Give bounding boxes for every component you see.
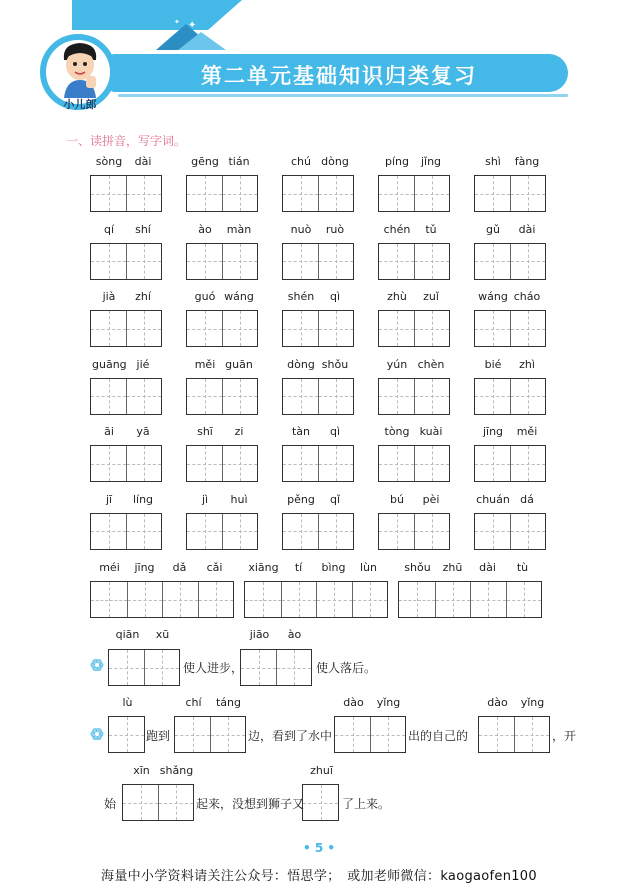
writing-cell[interactable] (303, 785, 338, 820)
pinyin-syllable: tàn (291, 425, 311, 438)
pinyin-syllable: màn (226, 222, 252, 236)
sentence-text: 了上来。 (342, 797, 391, 811)
pinyin-syllable: wáng (224, 290, 254, 303)
writing-cell[interactable] (352, 582, 388, 617)
pinyin-label (476, 358, 544, 371)
pinyin-syllable: qiān (115, 628, 140, 641)
flower-bullet-icon (90, 727, 104, 741)
pinyin-label (476, 493, 544, 506)
pinyin-syllable: pěng (287, 492, 315, 506)
pinyin-label (92, 425, 160, 438)
pinyin-label (284, 358, 352, 371)
writing-cell[interactable] (126, 446, 161, 481)
footer-note: 海量中小学资料请关注公众号：悟思学； 或加老师微信：kaogaofen100 (101, 869, 537, 884)
sentence-text: 跑到 (146, 729, 171, 743)
pinyin-syllable: dào (343, 696, 364, 709)
writing-cell[interactable] (283, 514, 318, 549)
pinyin-syllable: píng (385, 155, 409, 168)
pinyin-label (188, 493, 256, 506)
pinyin-syllable: bié (484, 357, 502, 371)
pinyin-label (284, 425, 352, 438)
writing-cell[interactable] (127, 582, 163, 617)
sentence2-writing-box-2[interactable] (174, 716, 246, 753)
writing-cell[interactable] (414, 514, 449, 549)
pinyin-label (380, 358, 448, 371)
pinyin-syllable: shǒu (404, 561, 431, 574)
pinyin-label (476, 425, 544, 438)
pinyin-label (92, 223, 160, 236)
svg-text:✦: ✦ (188, 20, 197, 31)
pinyin-syllable: xīn (133, 764, 150, 777)
flower-bullet-icon (90, 658, 104, 672)
writing-cell[interactable] (379, 379, 414, 414)
pinyin-syllable: tǔ (425, 222, 437, 236)
pinyin-syllable: guān (225, 357, 253, 371)
writing-cell[interactable] (414, 176, 449, 211)
pinyin-syllable: táng (215, 696, 241, 709)
page-number: • 5 • (302, 841, 336, 855)
four-char-writing-box[interactable] (90, 581, 234, 618)
sentence2-writing-box-3[interactable] (334, 716, 406, 753)
pinyin-label (188, 223, 256, 236)
pinyin-syllable: chén (383, 222, 411, 236)
pinyin-syllable: lùn (360, 561, 377, 574)
two-char-writing-box[interactable] (474, 175, 546, 212)
writing-cell[interactable] (91, 582, 127, 617)
pinyin-syllable: tòng (384, 425, 410, 438)
writing-cell[interactable] (162, 582, 198, 617)
writing-cell[interactable] (318, 311, 353, 346)
pinyin-syllable: gēng (191, 155, 219, 168)
writing-cell[interactable] (318, 176, 353, 211)
pinyin-syllable: huì (230, 492, 248, 506)
pinyin-syllable: qǐ (329, 492, 341, 506)
writing-cell[interactable] (210, 717, 245, 752)
pinyin-label (480, 696, 550, 709)
pinyin-syllable: guāng (92, 357, 127, 371)
svg-text:✦: ✦ (174, 18, 180, 26)
writing-cell[interactable] (222, 311, 257, 346)
two-char-writing-box[interactable] (474, 310, 546, 347)
pinyin-syllable: dài (134, 155, 152, 168)
pinyin-label (336, 696, 406, 709)
writing-cell[interactable] (187, 379, 222, 414)
pinyin-label (380, 290, 448, 303)
writing-cell[interactable] (91, 379, 126, 414)
pinyin-syllable: jiāo (249, 628, 270, 641)
writing-cell[interactable] (475, 446, 510, 481)
writing-cell[interactable] (187, 244, 222, 279)
pinyin-syllable: dài (518, 222, 536, 236)
two-char-writing-box[interactable] (474, 243, 546, 280)
two-char-writing-box[interactable] (282, 378, 354, 415)
writing-cell[interactable] (91, 311, 126, 346)
pinyin-label (284, 493, 352, 506)
two-char-writing-box[interactable] (378, 513, 450, 550)
writing-cell[interactable] (514, 717, 549, 752)
pinyin-syllable: chuán (476, 492, 510, 506)
writing-cell[interactable] (414, 446, 449, 481)
pinyin-syllable: jié (136, 357, 150, 371)
two-char-writing-box[interactable] (378, 445, 450, 482)
pinyin-syllable: jǐng (420, 155, 442, 168)
pinyin-label (476, 290, 544, 303)
writing-cell[interactable] (187, 514, 222, 549)
two-char-writing-box[interactable] (282, 513, 354, 550)
writing-cell[interactable] (109, 650, 144, 685)
writing-cell[interactable] (370, 717, 405, 752)
pinyin-syllable: měi (516, 425, 538, 438)
pinyin-label (188, 290, 256, 303)
writing-cell[interactable] (318, 514, 353, 549)
pinyin-label (92, 155, 160, 168)
sentence1-writing-box-a[interactable] (108, 649, 180, 686)
pinyin-syllable: tù (516, 561, 529, 574)
pinyin-syllable: qí (103, 222, 115, 236)
two-char-writing-box[interactable] (474, 378, 546, 415)
writing-cell[interactable] (144, 650, 179, 685)
writing-cell[interactable] (222, 514, 257, 549)
two-char-writing-box[interactable] (474, 513, 546, 550)
writing-cell[interactable] (126, 379, 161, 414)
pinyin-syllable: āi (104, 425, 114, 438)
pinyin-label (92, 561, 232, 574)
pinyin-syllable: jīng (482, 425, 504, 438)
writing-cell[interactable] (283, 446, 318, 481)
sentence1-writing-box-b[interactable] (240, 649, 312, 686)
pinyin-syllable: ào (198, 222, 212, 236)
pinyin-label (188, 425, 256, 438)
sentence2-writing-box-4[interactable] (478, 716, 550, 753)
writing-cell[interactable] (126, 176, 161, 211)
pinyin-syllable: kuài (419, 425, 443, 438)
pinyin-syllable: chí (185, 696, 202, 709)
writing-cell[interactable] (506, 582, 542, 617)
pinyin-syllable: shí (135, 222, 151, 236)
pinyin-syllable: guó (194, 290, 216, 303)
writing-cell[interactable] (276, 650, 311, 685)
pinyin-syllable: dài (479, 561, 496, 574)
two-char-writing-box[interactable] (90, 310, 162, 347)
sentence-text: 始 (104, 797, 117, 811)
pinyin-syllable: líng (132, 492, 154, 506)
writing-cell[interactable] (241, 650, 276, 685)
writing-cell[interactable] (123, 785, 158, 820)
writing-cell[interactable] (91, 514, 126, 549)
pinyin-syllable: fàng (514, 155, 540, 168)
pinyin-label (284, 290, 352, 303)
pinyin-label (304, 764, 339, 777)
boy-avatar-icon (56, 40, 104, 98)
writing-cell[interactable] (318, 446, 353, 481)
writing-cell[interactable] (126, 311, 161, 346)
pinyin-syllable: tí (294, 561, 303, 574)
pinyin-syllable: dòng (287, 357, 315, 371)
writing-cell[interactable] (379, 446, 414, 481)
sentence2-writing-box-1[interactable] (108, 716, 145, 753)
writing-cell[interactable] (414, 311, 449, 346)
two-char-writing-box[interactable] (282, 310, 354, 347)
writing-cell[interactable] (198, 582, 234, 617)
pinyin-syllable: zi (234, 425, 244, 438)
page-title: 第二单元基础知识归类复习 (201, 64, 477, 88)
pinyin-label (284, 155, 352, 168)
writing-cell[interactable] (379, 514, 414, 549)
pinyin-label (380, 155, 448, 168)
pinyin-syllable: ào (287, 628, 302, 641)
writing-cell[interactable] (222, 176, 257, 211)
writing-cell[interactable] (281, 582, 317, 617)
two-char-writing-box[interactable] (378, 378, 450, 415)
bicycle-mountain-icon (116, 18, 246, 52)
pinyin-syllable: xū (155, 628, 170, 641)
four-char-writing-box[interactable] (398, 581, 542, 618)
pinyin-label (476, 223, 544, 236)
pinyin-syllable: měi (194, 357, 216, 371)
two-char-writing-box[interactable] (186, 378, 258, 415)
pinyin-syllable: chèn (417, 357, 445, 371)
writing-cell[interactable] (91, 176, 126, 211)
pinyin-syllable: dǎ (172, 561, 187, 574)
writing-cell[interactable] (475, 514, 510, 549)
sentence-text: ，开 (552, 729, 577, 743)
sentence-text: 出的自己的 (408, 729, 469, 743)
two-char-writing-box[interactable] (90, 445, 162, 482)
writing-cell[interactable] (126, 244, 161, 279)
pinyin-syllable: xiāng (248, 561, 279, 574)
pinyin-syllable: yǐng (376, 696, 401, 709)
two-char-writing-box[interactable] (90, 513, 162, 550)
writing-cell[interactable] (222, 244, 257, 279)
pinyin-syllable: chú (291, 155, 311, 168)
pinyin-syllable: qì (329, 425, 341, 438)
pinyin-syllable: zhù (387, 290, 407, 303)
writing-cell[interactable] (283, 379, 318, 414)
pinyin-syllable: méi (99, 561, 120, 574)
pinyin-syllable: ruò (325, 222, 345, 236)
writing-cell[interactable] (335, 717, 370, 752)
two-char-writing-box[interactable] (282, 175, 354, 212)
writing-cell[interactable] (479, 717, 514, 752)
pinyin-syllable: bìng (321, 561, 346, 574)
writing-cell[interactable] (379, 176, 414, 211)
pinyin-label (242, 628, 312, 641)
pinyin-syllable: shén (287, 290, 315, 303)
two-char-writing-box[interactable] (378, 243, 450, 280)
writing-cell[interactable] (222, 446, 257, 481)
pinyin-syllable: cháo (513, 290, 541, 303)
writing-cell[interactable] (318, 244, 353, 279)
pinyin-syllable: shī (197, 425, 213, 438)
pinyin-syllable: jīng (134, 561, 155, 574)
sentence3-writing-box-1[interactable] (122, 784, 194, 821)
writing-cell[interactable] (399, 582, 435, 617)
section-title: 一、读拼音，写字词。 (66, 134, 187, 148)
title-banner (110, 54, 568, 92)
pinyin-label (176, 696, 246, 709)
two-char-writing-box[interactable] (90, 175, 162, 212)
pinyin-syllable: sòng (95, 155, 123, 168)
pinyin-syllable: zhì (519, 357, 535, 371)
pinyin-label (380, 425, 448, 438)
writing-cell[interactable] (158, 785, 193, 820)
writing-cell[interactable] (245, 582, 281, 617)
pinyin-label (92, 290, 160, 303)
pinyin-syllable: zhuī (310, 764, 333, 777)
pinyin-syllable: jī (105, 492, 113, 506)
pinyin-label (380, 493, 448, 506)
writing-cell[interactable] (109, 717, 144, 752)
sentence-text: 使人进步， (183, 661, 244, 675)
writing-cell[interactable] (435, 582, 471, 617)
two-char-writing-box[interactable] (378, 175, 450, 212)
writing-cell[interactable] (510, 311, 545, 346)
pinyin-syllable: qì (329, 290, 341, 303)
pinyin-syllable: zhí (135, 290, 151, 303)
pinyin-syllable: zuǐ (423, 290, 439, 303)
writing-cell[interactable] (475, 176, 510, 211)
pinyin-syllable: dòng (321, 155, 349, 168)
writing-cell[interactable] (187, 311, 222, 346)
writing-cell[interactable] (126, 514, 161, 549)
pinyin-syllable: yún (386, 357, 408, 371)
writing-cell[interactable] (187, 446, 222, 481)
pinyin-syllable: dào (487, 696, 508, 709)
pinyin-label (380, 223, 448, 236)
pinyin-label (92, 493, 160, 506)
pinyin-syllable: wáng (478, 290, 508, 303)
writing-cell[interactable] (414, 244, 449, 279)
writing-cell[interactable] (318, 379, 353, 414)
writing-cell[interactable] (175, 717, 210, 752)
writing-cell[interactable] (475, 244, 510, 279)
pinyin-syllable: jì (201, 492, 209, 506)
writing-cell[interactable] (91, 244, 126, 279)
pinyin-syllable: pèi (422, 492, 440, 506)
pinyin-label (188, 155, 256, 168)
two-char-writing-box[interactable] (186, 175, 258, 212)
writing-cell[interactable] (316, 582, 352, 617)
pinyin-syllable: zhū (442, 561, 463, 574)
two-char-writing-box[interactable] (282, 243, 354, 280)
four-char-writing-box[interactable] (244, 581, 388, 618)
sentence3-writing-box-2[interactable] (302, 784, 339, 821)
pinyin-syllable: dá (520, 492, 534, 506)
sentence-text: 边，看到了水中 (248, 729, 333, 743)
pinyin-syllable: shǒu (321, 357, 349, 371)
emblem-label: 小儿郎 (63, 98, 97, 111)
writing-cell[interactable] (510, 379, 545, 414)
sentence-text: 使人落后。 (316, 661, 377, 675)
writing-cell[interactable] (414, 379, 449, 414)
pinyin-label (188, 358, 256, 371)
pinyin-syllable: tián (228, 155, 250, 168)
pinyin-label (246, 561, 386, 574)
two-char-writing-box[interactable] (90, 378, 162, 415)
pinyin-syllable: cǎi (206, 561, 223, 574)
writing-cell[interactable] (187, 176, 222, 211)
writing-cell[interactable] (283, 176, 318, 211)
writing-cell[interactable] (510, 244, 545, 279)
two-char-writing-box[interactable] (186, 445, 258, 482)
two-char-writing-box[interactable] (378, 310, 450, 347)
pinyin-syllable: lù (122, 696, 133, 709)
two-char-writing-box[interactable] (186, 243, 258, 280)
pinyin-label (124, 764, 194, 777)
two-char-writing-box[interactable] (282, 445, 354, 482)
writing-cell[interactable] (510, 446, 545, 481)
pinyin-label (400, 561, 540, 574)
writing-cell[interactable] (510, 176, 545, 211)
pinyin-syllable: bú (390, 492, 404, 506)
two-char-writing-box[interactable] (186, 310, 258, 347)
pinyin-label (92, 358, 160, 371)
writing-cell[interactable] (510, 514, 545, 549)
pinyin-syllable: shǎng (159, 764, 194, 777)
pinyin-syllable: yǐng (520, 696, 545, 709)
pinyin-syllable: yā (136, 425, 150, 438)
two-char-writing-box[interactable] (474, 445, 546, 482)
pinyin-label (284, 223, 352, 236)
pinyin-label (476, 155, 544, 168)
pinyin-syllable: gǔ (486, 222, 500, 236)
writing-cell[interactable] (470, 582, 506, 617)
writing-cell[interactable] (283, 244, 318, 279)
pinyin-syllable: nuò (290, 222, 312, 236)
two-char-writing-box[interactable] (90, 243, 162, 280)
pinyin-syllable: shì (485, 155, 501, 168)
writing-cell[interactable] (475, 311, 510, 346)
writing-cell[interactable] (222, 379, 257, 414)
writing-cell[interactable] (91, 446, 126, 481)
pinyin-syllable: jià (102, 290, 116, 303)
writing-cell[interactable] (475, 379, 510, 414)
writing-cell[interactable] (379, 244, 414, 279)
pinyin-label (110, 696, 145, 709)
pinyin-label (110, 628, 180, 641)
two-char-writing-box[interactable] (186, 513, 258, 550)
writing-cell[interactable] (379, 311, 414, 346)
writing-cell[interactable] (283, 311, 318, 346)
sentence-text: 起来，没想到狮子又 (196, 797, 305, 811)
